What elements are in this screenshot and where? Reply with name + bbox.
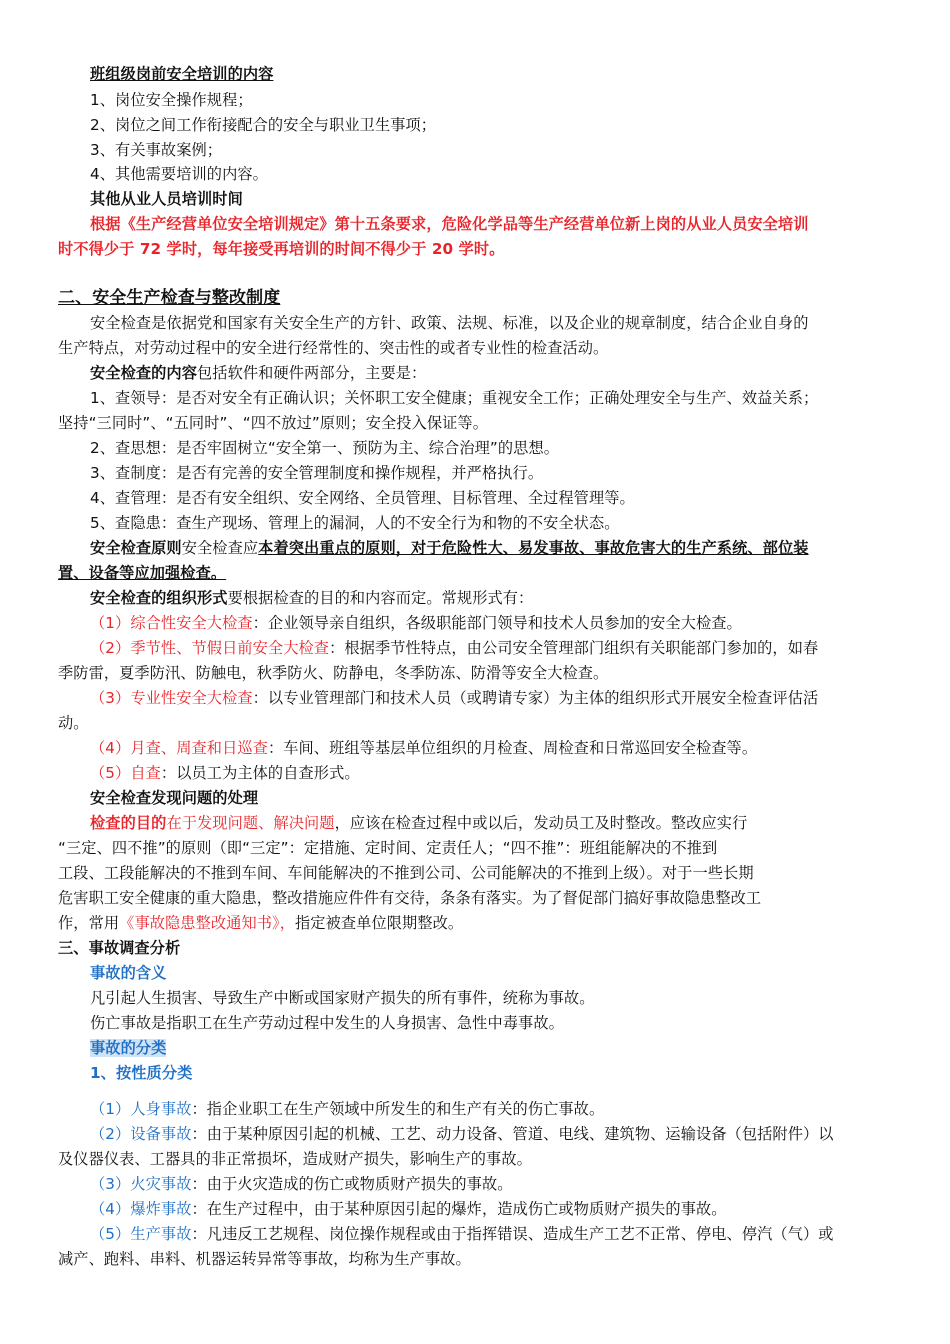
class-text: ：由于某种原因引起的机械、工艺、动力设备、管道、电线、建筑物、运输设备（包括附件）以: [191, 1125, 834, 1143]
class-item: [90, 1124, 930, 1144]
heading-section-2: 二、安全生产检查与整改制度: [58, 288, 281, 308]
list-item: 4、其他需要培训的内容。: [90, 165, 268, 183]
content-text: 包括软件和硬件两部分，主要是：: [197, 364, 427, 382]
handle-text: 作，常用: [58, 914, 120, 932]
form-text: ：以员工为主体的自查形式。: [160, 764, 360, 782]
section-title-team-training: 班组级岗前安全培训的内容: [90, 65, 274, 83]
paragraph-line: 伤亡事故是指职工在生产劳动过程中发生的人身损害、急性中毒事故。: [90, 1014, 564, 1032]
form-item: [90, 738, 930, 758]
class-item: [90, 1224, 930, 1244]
handle-text: ，应该在检查过程中或以后，发动员工及时整改。整改应实行: [334, 814, 748, 832]
form-text: ：根据季节性特点，由公司安全管理部门组织有关职能部门参加的，如春: [329, 639, 819, 657]
subheading-by-nature: 1、按性质分类: [90, 1064, 193, 1082]
form-item: [90, 638, 930, 658]
notice-doc-name: 《事故隐患整改通知书》，: [119, 914, 296, 932]
form-text-cont: 季防雷，夏季防汛、防触电，秋季防火、防静电，冬季防冻、防滑等安全大检查。: [58, 664, 609, 682]
class-text: ：在生产过程中，由于某种原因引起的爆炸，造成伤亡或物质财产损失的事故。: [191, 1200, 727, 1218]
paragraph-line: 4、查管理：是否有安全组织、安全网络、全员管理、目标管理、全过程管理等。: [90, 489, 635, 507]
class-label: （3）火灾事故: [90, 1175, 192, 1193]
paragraph-line: 2、查思想：是否牢固树立“安全第一、预防为主、综合治理”的思想。: [90, 439, 560, 457]
paragraph-line: 3、查制度：是否有完善的安全管理制度和操作规程，并严格执行。: [90, 464, 544, 482]
form-label: （4）月查、周查和日巡查: [90, 739, 268, 757]
principle-emphasis: 置、设备等应加强检查。: [58, 564, 227, 582]
red-note-line: 根据《生产经营单位安全培训规定》第十五条要求，危险化学品等生产经营单位新上岗的从业人员安全培训: [90, 215, 809, 233]
handle-red-bold: 检查的目的: [90, 814, 167, 832]
content-line: [90, 363, 930, 383]
handle-red: 在于发现问题、解决问题: [166, 814, 335, 832]
class-text: ：指企业职工在生产领域中所发生的和生产有关的伤亡事故。: [191, 1100, 605, 1118]
red-note-line: 时不得少于 72 学时，每年接受再培训的时间不得少于 20 学时。: [58, 240, 505, 258]
handle-last-line: [58, 913, 898, 933]
paragraph-line: 工段、工段能解决的不推到车间、车间能解决的不推到公司、公司能解决的不推到上级）。对于一些长期: [58, 864, 754, 882]
handle-text: 指定被查单位限期整改。: [295, 914, 464, 932]
class-label: （2）设备事故: [90, 1125, 192, 1143]
paragraph-line: 生产特点，对劳动过程中的安全进行经常性的、突击性的或者专业性的检查活动。: [58, 339, 609, 357]
paragraph-line: 凡引起人生损害、导致生产中断或国家财产损失的所有事件，统称为事故。: [90, 989, 595, 1007]
form-label: （1）综合性安全大检查: [90, 614, 253, 632]
subheading-accident-meaning: 事故的含义: [90, 964, 167, 982]
paragraph-line: 坚持“三同时”、“五同时”、“四不放过”原则；安全投入保证等。: [58, 414, 488, 432]
paragraph-line: 安全检查是依据党和国家有关安全生产的方针、政策、法规、标准，以及企业的规章制度，结合企业自身的: [90, 314, 809, 332]
form-text: ：车间、班组等基层单位组织的月检查、周检查和日常巡回安全检查等。: [267, 739, 758, 757]
subheading-accident-class-wrap: [90, 1038, 930, 1058]
form-item: [90, 688, 930, 708]
form-text-cont: 动。: [58, 714, 89, 732]
list-item: 2、岗位之间工作衔接配合的安全与职业卫生事项；: [90, 116, 437, 134]
list-item: 3、有关事故案例；: [90, 141, 223, 159]
class-text-cont: 减产、跑料、串料、机器运转异常等事故，均称为生产事故。: [58, 1250, 471, 1268]
paragraph-line: 5、查隐患：查生产现场、管理上的漏洞，人的不安全行为和物的不安全状态。: [90, 514, 620, 532]
class-label: （5）生产事故: [90, 1225, 192, 1243]
paragraph-line: 危害职工安全健康的重大隐患，整改措施应件件有交待，条条有落实。为了督促部门搞好事故隐患整改工: [58, 889, 762, 907]
principle-text: 安全检查应: [181, 539, 259, 557]
org-title: 安全检查的组织形式: [90, 589, 228, 607]
principle-line: [90, 538, 930, 558]
class-item: [90, 1199, 930, 1219]
form-text: ：企业领导亲自组织，各级职能部门领导和技术人员参加的安全大检查。: [252, 614, 742, 632]
form-label: （5）自查: [90, 764, 161, 782]
form-item: [90, 613, 930, 633]
form-label: （3）专业性安全大检查: [90, 689, 253, 707]
form-label: （2）季节性、节假日前安全大检查: [90, 639, 330, 657]
class-label: （4）爆炸事故: [90, 1200, 192, 1218]
principle-emphasis: 本着突出重点的原则，对于危险性大、易发事故、事故危害大的生产系统、部位装: [258, 539, 809, 557]
class-text: ：由于火灾造成的伤亡或物质财产损失的事故。: [191, 1175, 513, 1193]
handle-line: [90, 813, 930, 833]
org-line: [90, 588, 930, 608]
list-item: 1、岗位安全操作规程；: [90, 91, 253, 109]
section-title-other-staff: 其他从业人员培训时间: [90, 190, 243, 208]
handle-title: 安全检查发现问题的处理: [90, 789, 259, 807]
principle-title: 安全检查原则: [90, 539, 182, 557]
paragraph-line: 1、查领导：是否对安全有正确认识；关怀职工安全健康；重视安全工作；正确处理安全与生产、效益关系；: [90, 389, 819, 407]
class-label: （1）人身事故: [90, 1100, 192, 1118]
class-item: [90, 1174, 930, 1194]
class-text-cont: 及仪器仪表、工器具的非正常损坏，造成财产损失，影响生产的事故。: [58, 1150, 532, 1168]
class-item: [90, 1099, 930, 1119]
content-title: 安全检查的内容: [90, 364, 198, 382]
form-text: ：以专业管理部门和技术人员（或聘请专家）为主体的组织形式开展安全检查评估活: [252, 689, 819, 707]
paragraph-line: “三定、四不推”的原则（即“三定”：定措施、定时间、定责任人；“四不推”：班组能解决的不推到: [58, 839, 718, 857]
form-item: [90, 763, 930, 783]
org-text: 要根据检查的目的和内容而定。常规形式有：: [227, 589, 534, 607]
heading-section-3: 三、事故调查分析: [58, 939, 181, 957]
subheading-accident-class: 事故的分类: [90, 1039, 167, 1057]
class-text: ：凡违反工艺规程、岗位操作规程或由于指挥错误、造成生产工艺不正常、停电、停汽（气）或: [191, 1225, 834, 1243]
